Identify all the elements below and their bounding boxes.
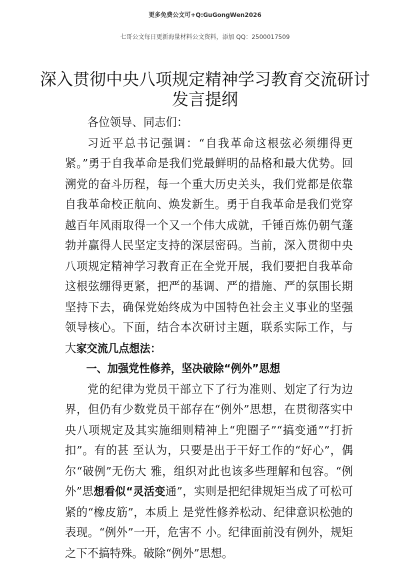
page-header-promo: 更多免费公文可+Q:GuGongWen2026 xyxy=(148,12,262,19)
paragraph-section-1-bold: 想看似“灵活变 xyxy=(93,486,166,498)
paragraph-intro-tail: 家交流几点想法： xyxy=(76,342,161,355)
paragraph-intro-text: 习近平总书记强调：“自我革命这根弦必须绷得更紧。”勇于自我革命是我们党最鲜明的品格和最大优势。回溯党的奋斗历程，每一个重大历史关头，我们党都是依靠自我革命校正航向、焕发新生。勇于自我革命是我们党穿越百年风雨取得一个又一个伟大成就，千锤百炼仍朝气蓬勃并赢得人民坚定支持的深层密码。当前，深入贯彻中央八项规定精神学习教育正在全党开展，我们要把自我革命这根弦绷得更紧，把严的基调、严的措施、严的氛围长期坚持下去，确保党始终成为中国特色社会主义事业的坚强领导核心。下面，结合本次研讨主题，联系实际工作，与大 xyxy=(65,136,353,355)
paragraph-intro xyxy=(65,134,353,360)
paragraph-section-1-text: 党的纪律为党员干部立下了行为准则、划定了行为边界，但仍有少数党员干部存在“例外”思想，在贯彻落实中央八项规定及其实施细则精神上“兜圈子”“搞变通”“打折扣”。有的甚 至认为，只要是出于干好工作的“好心”，偶尔“破例”无伤大 雅，组织对此也该多些理解和包容。“例外”思 xyxy=(65,382,353,498)
section-heading-1: 一、加强党性修养，坚决破除“例外”思想 xyxy=(86,363,281,375)
greeting: 各位领导、同志们： xyxy=(87,116,189,129)
paragraph-section-1 xyxy=(65,380,353,565)
document-body xyxy=(65,113,353,564)
page-header-subline: 七哥公文每日更新海量材料公文资料，添加 QQ：2500017509 xyxy=(120,34,290,41)
document-title: 深入贯彻中央八项规定精神学习教育交流研讨发言提纲 xyxy=(40,70,370,109)
paragraph-section-1-rest: 通”，实则是把纪律规矩当成了可松可紧的“橡皮筋”，本质上 是党性修养松动、纪律意识松弛的表现。“例外”一开，危害不 小。纪律面前没有例外，规矩之下不搞特殊。破除“例外”思想。 xyxy=(65,485,353,560)
